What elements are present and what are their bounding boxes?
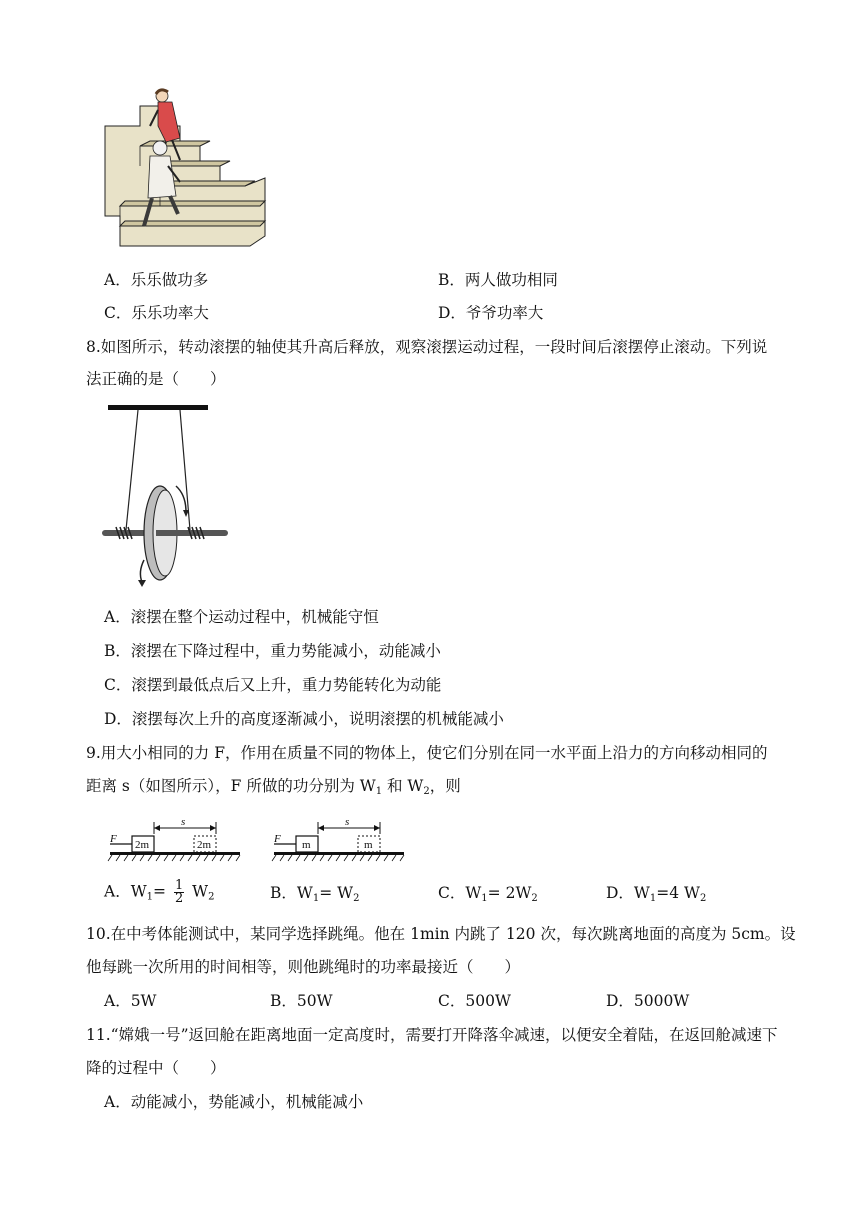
q10-option-d: D．5000W (606, 992, 690, 1010)
q11-option-a: A．动能减小，势能减小，机械能减小 (104, 1093, 364, 1111)
mass-label-left-start: 2m (135, 839, 150, 851)
q8-option-d: D．滚摆每次上升的高度逐渐减小，说明滚摆的机械能减小 (104, 710, 504, 728)
q9-option-d: D．$W_1=4$ $W_2$ (606, 884, 707, 904)
q9-option-b: B．$W_1= W_2$ (270, 884, 360, 904)
q9-stem-line1: 9.用大小相同的力 F，作用在质量不同的物体上，使它们分别在同一水平面上沿力的方向移动相同的 (86, 744, 768, 762)
q9-option-c: C．$W_1= 2W_2$ (438, 884, 538, 904)
q10-stem-line2: 他每跳一次所用的时间相等，则他跳绳时的功率最接近（ ） (86, 958, 521, 976)
force-label-left: F (110, 833, 117, 845)
q7-option-c: C．乐乐功率大 (104, 304, 209, 322)
q8-option-c: C．滚摆到最低点后又上升，重力势能转化为动能 (104, 676, 442, 694)
rolling-pendulum-figure (98, 400, 238, 590)
mass-label-left-end: 2m (197, 839, 212, 851)
stairs-climbing-figure (100, 86, 270, 254)
mass-label-right-start: m (302, 839, 311, 851)
q8-stem-line2: 法正确的是（ ） (86, 370, 226, 388)
fraction-one-half: $\frac{1}{2}$ (174, 878, 184, 906)
mass-label-right-end: m (364, 839, 373, 851)
q9-stem-line2: 距离 s（如图所示），F 所做的功分别为 $W_1$ 和 $W_2$，则 (86, 777, 461, 797)
q8-option-a: A．滚摆在整个运动过程中，机械能守恒 (104, 608, 379, 626)
distance-label-right: s (345, 816, 350, 828)
distance-label-left: s (181, 816, 186, 828)
q10-option-a: A．5W (104, 992, 157, 1010)
force-label-right: F (274, 833, 281, 845)
q11-stem-line2: 降的过程中（ ） (86, 1059, 226, 1077)
q10-stem-line1: 10.在中考体能测试中，某同学选择跳绳。他在 1min 内跳了 120 次，每次跳离地面的高度为 5cm。设 (86, 925, 796, 943)
q9-option-a: A．$W_1=$ $\frac{1}{2}$ $W_2$ (104, 878, 215, 906)
q7-option-d: D．爷爷功率大 (438, 304, 544, 322)
q11-stem-line1: 11.“嫦娥一号”返回舱在距离地面一定高度时，需要打开降落伞减速，以便安全着陆，在返回舱减速下 (86, 1026, 778, 1044)
q10-option-c: C．500W (438, 992, 511, 1010)
q8-stem-line1: 8.如图所示，转动滚摆的轴使其升高后释放，观察滚摆运动过程，一段时间后滚摆停止滚动。下列说 (86, 338, 768, 356)
q10-option-b: B．50W (270, 992, 333, 1010)
q8-option-b: B．滚摆在下降过程中，重力势能减小，动能减小 (104, 642, 441, 660)
q7-option-a: A．乐乐做功多 (104, 271, 209, 289)
q7-option-b: B．两人做功相同 (438, 271, 558, 289)
force-distance-figure (106, 816, 406, 862)
